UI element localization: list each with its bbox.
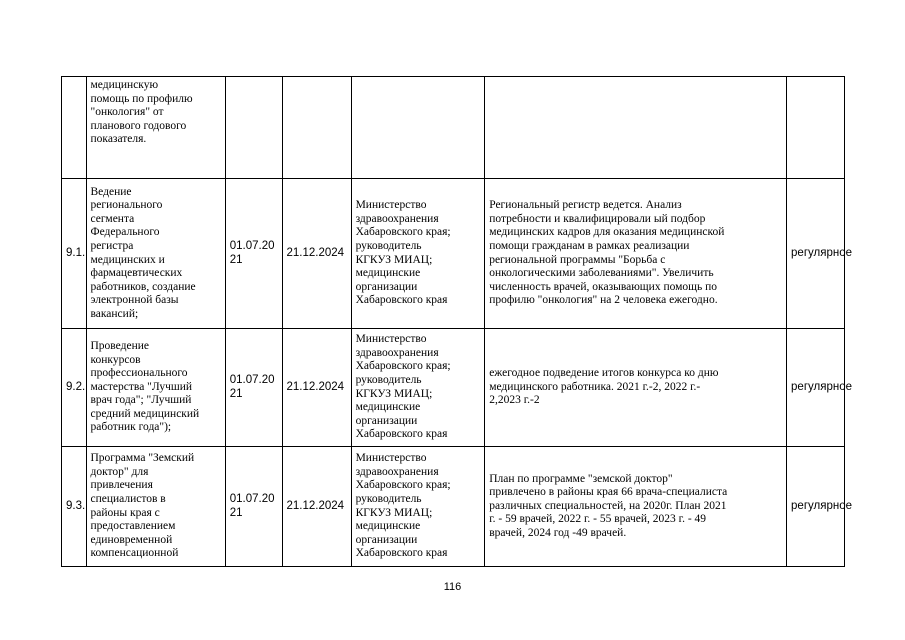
periodicity: регулярное xyxy=(787,329,845,447)
table-row xyxy=(62,77,845,179)
row-number: 9.2. xyxy=(62,329,87,447)
table-row xyxy=(62,179,845,329)
start-date: 01.07.20 21 xyxy=(225,179,282,329)
end-date xyxy=(282,77,351,179)
page-number: 116 xyxy=(443,581,462,593)
expected-result: План по программе "земской доктор" привлечено в районы края 66 врача-специалиста различных специальностей, на 2020г. План 2021 г. - 59 врачей, 2022 г. - 55 врачей, 2023 г. - 49 врачей, 2024 год -49 врачей. xyxy=(485,447,787,567)
end-date: 21.12.2024 xyxy=(282,329,351,447)
start-date: 01.07.20 21 xyxy=(225,447,282,567)
responsible xyxy=(351,77,485,179)
periodicity: регулярное xyxy=(787,179,845,329)
row-number: 9.1. xyxy=(62,179,87,329)
responsible: Министерство здравоохранения Хабаровского края; руководитель КГКУЗ МИАЦ; медицинские организации Хабаровского края xyxy=(351,447,485,567)
responsible: Министерство здравоохранения Хабаровского края; руководитель КГКУЗ МИАЦ; медицинские организации Хабаровского края xyxy=(351,329,485,447)
responsible: Министерство здравоохранения Хабаровского края; руководитель КГКУЗ МИАЦ; медицинские организации Хабаровского края xyxy=(351,179,485,329)
expected-result xyxy=(485,77,787,179)
end-date: 21.12.2024 xyxy=(282,447,351,567)
activity-name: Программа "Земский доктор" для привлечения специалистов в районы края с предоставлением единовременной компенсационной xyxy=(86,447,225,567)
start-date xyxy=(225,77,282,179)
row-number xyxy=(62,77,87,179)
start-date: 01.07.20 21 xyxy=(225,329,282,447)
activity-name: Проведение конкурсов профессионального мастерства "Лучший врач года"; "Лучший средний медицинский работник года"); xyxy=(86,329,225,447)
periodicity: регулярное xyxy=(787,447,845,567)
periodicity xyxy=(787,77,845,179)
activity-name: Ведение регионального сегмента Федерального регистра медицинских и фармацевтических работников, создание электронной базы вакансий; xyxy=(86,179,225,329)
table-row xyxy=(62,447,845,567)
expected-result: Региональный регистр ведется. Анализ потребности и квалифицировали ый подбор медицинских кадров для оказания медицинской помощи гражданам в рамках реализации региональной программы "Борьба с онкологическими заболеваниями". Увеличить численность врачей, оказывающих помощь по профилю "онкология" на 2 человека ежегодно. xyxy=(485,179,787,329)
row-number: 9.3. xyxy=(62,447,87,567)
expected-result: ежегодное подведение итогов конкурса ко дню медицинского работника. 2021 г.-2, 2022 г.- 2,2023 г.-2 xyxy=(485,329,787,447)
activity-name: медицинскую помощь по профилю "онкология" от планового годового показателя. xyxy=(86,77,225,179)
table-row xyxy=(62,329,845,447)
end-date: 21.12.2024 xyxy=(282,179,351,329)
activities-table xyxy=(61,76,852,567)
